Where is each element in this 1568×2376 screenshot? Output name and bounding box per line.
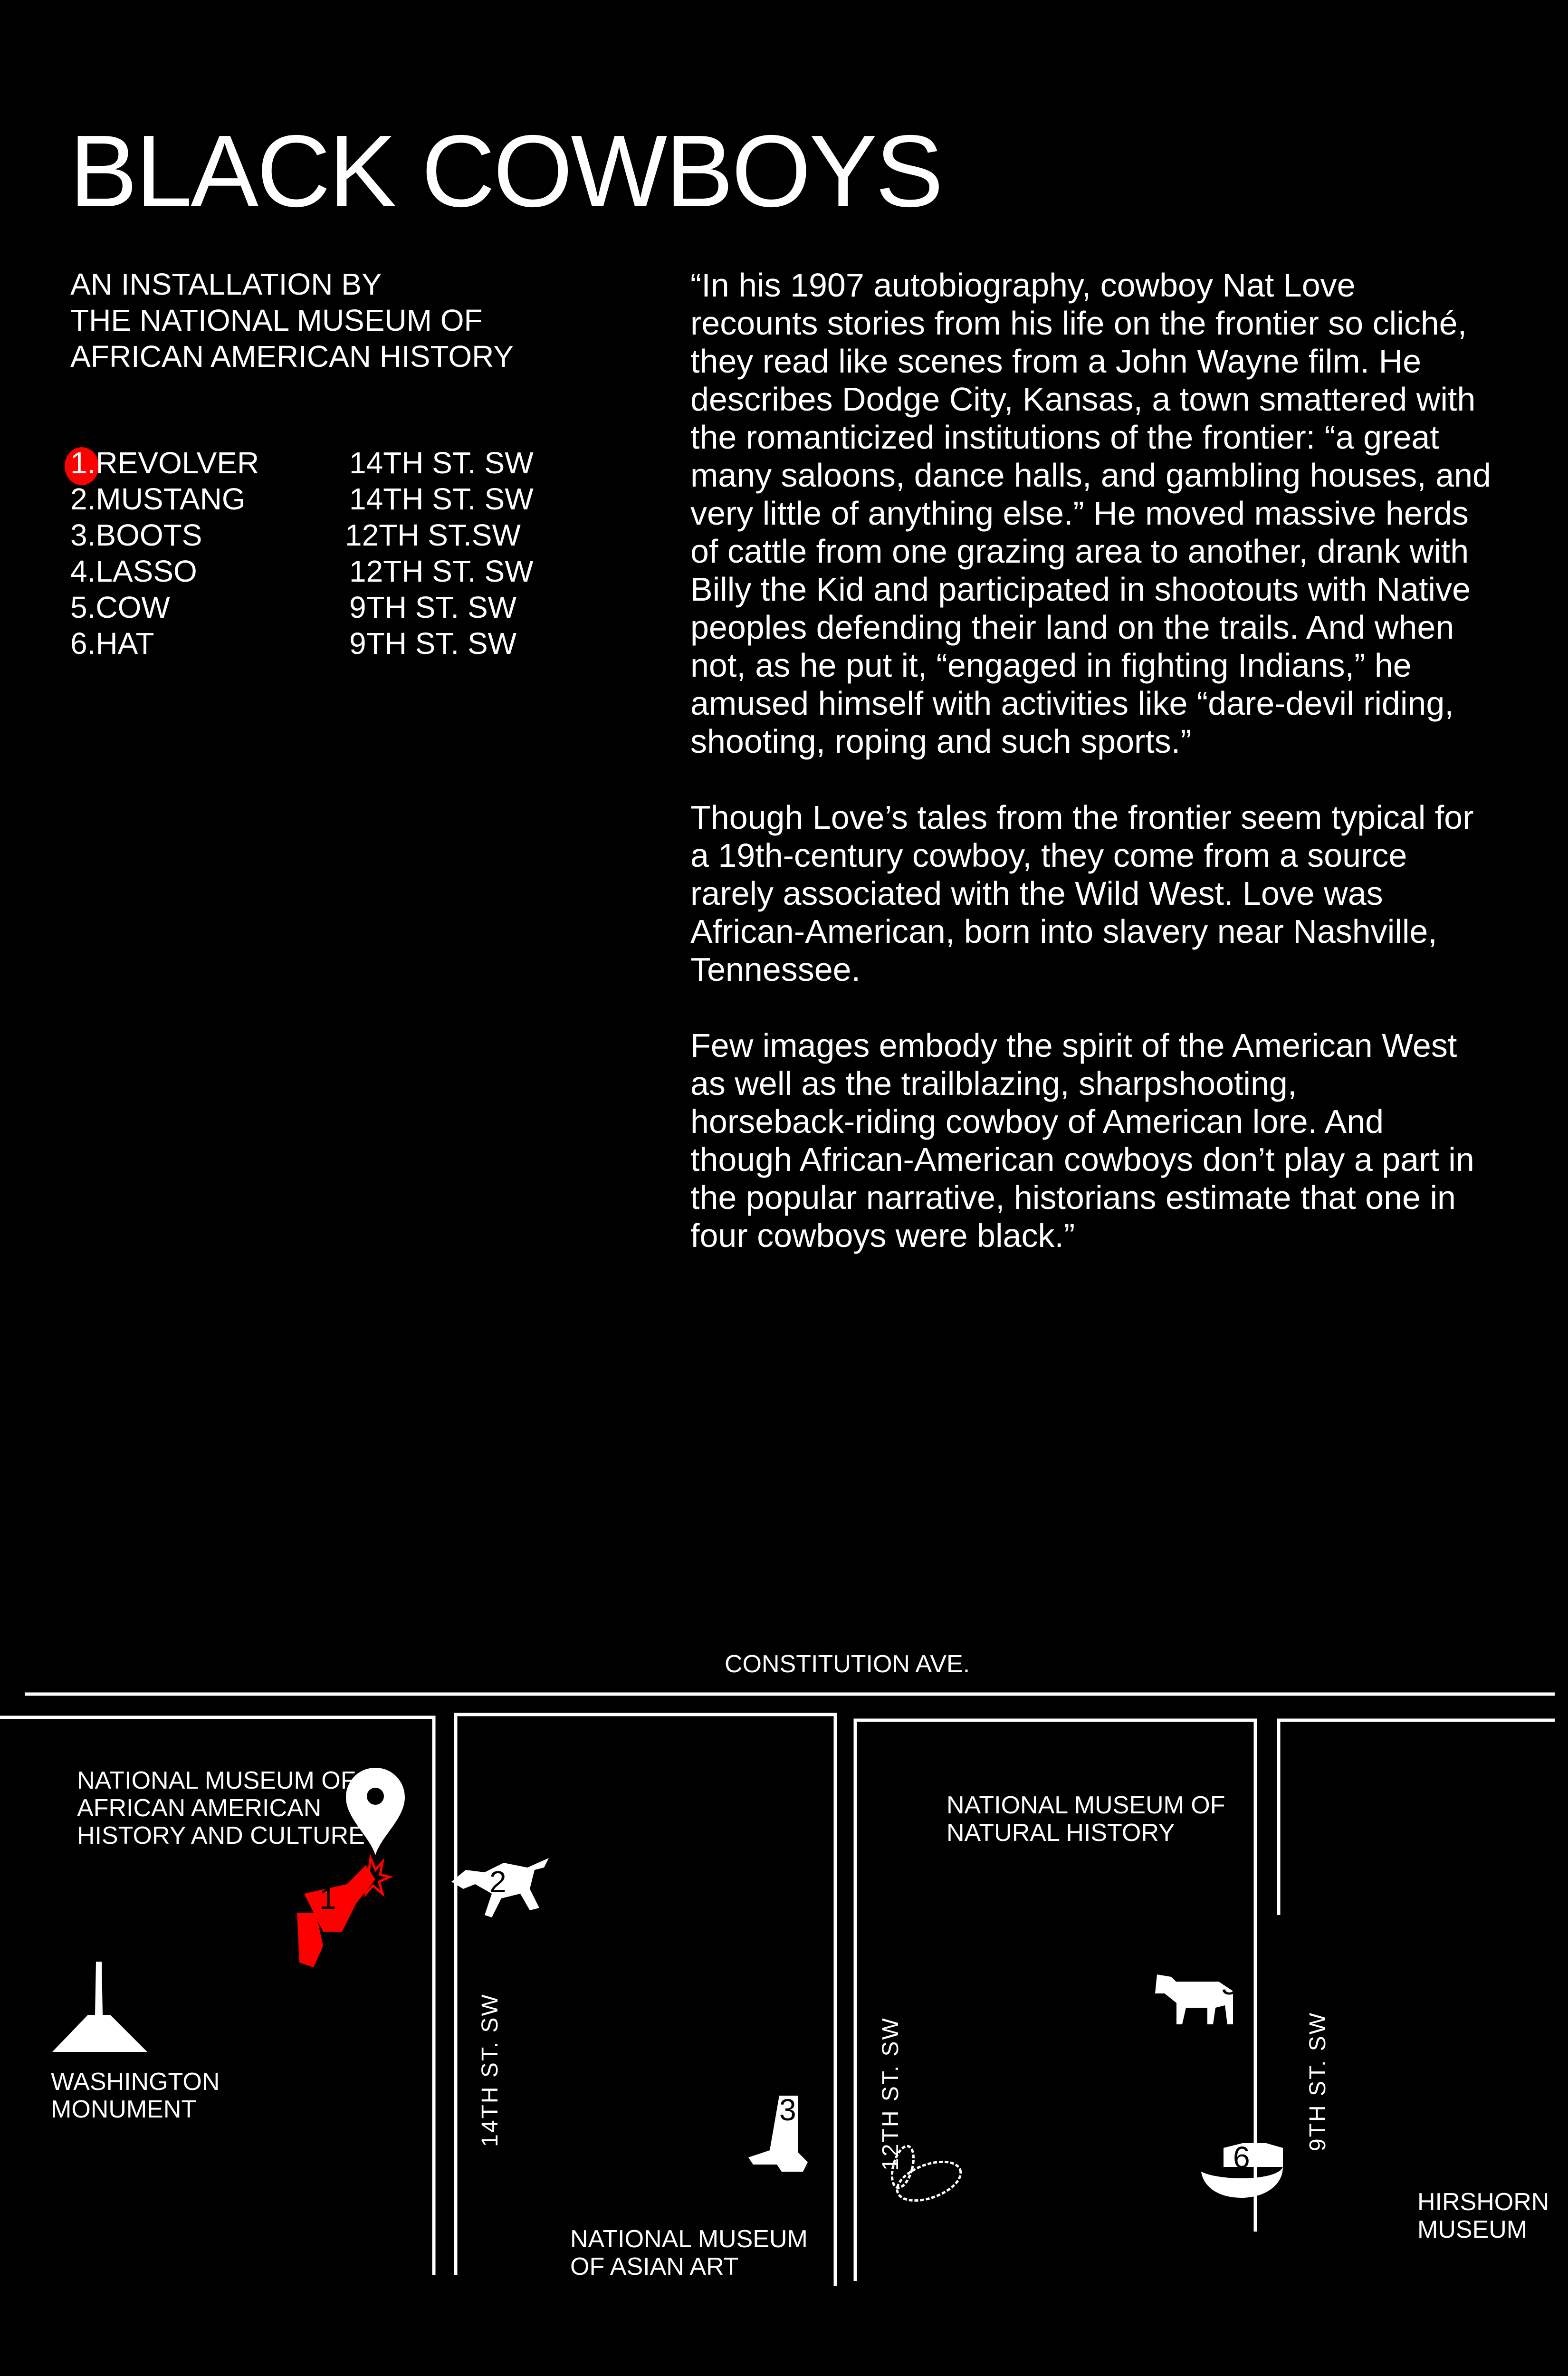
essay-line: describes Dodge City, Kansas, a town smattered with [690, 381, 1476, 418]
block-2 [456, 1715, 835, 2286]
boot-icon [748, 2096, 808, 2172]
essay-line: not, as he put it, “engaged in fighting Indians,” he [690, 647, 1412, 684]
washington-monument-label: WASHINGTON MONUMENT [51, 2068, 220, 2123]
artifact-name: LASSO [96, 554, 197, 588]
essay-line: a 19th-century cowboy, they come from a source [690, 837, 1407, 874]
hirshorn-label: HIRSHORN MUSEUM [1417, 2188, 1549, 2243]
natural-history-label: NATIONAL MUSEUM OF NATURAL HISTORY [947, 1792, 1225, 1847]
artifact-number: 1. [70, 446, 96, 480]
asian-art-label: NATIONAL MUSEUM OF ASIAN ART [570, 2225, 808, 2280]
essay-line: they read like scenes from a John Wayne film. He [690, 343, 1422, 380]
page-title: BLACK COWBOYS [69, 114, 942, 228]
artifact-number: 6. [70, 626, 96, 661]
artifact-number: 5. [70, 590, 96, 624]
street-14th-label: 14TH ST. SW [477, 1993, 503, 2147]
artifact-street: 9TH ST. SW [349, 590, 517, 624]
essay-line: Billy the Kid and participated in shootouts with Native [690, 571, 1471, 608]
essay-line: many saloons, dance halls, and gambling houses, and [690, 457, 1491, 494]
essay-line: Though Love’s tales from the frontier seem typical for [690, 799, 1474, 836]
essay-line: four cowboys were black.” [690, 1217, 1075, 1254]
marker-revolver[interactable]: 1 [319, 1881, 336, 1916]
marker-hat[interactable]: 6 [1233, 2140, 1250, 2175]
artifact-number: 4. [70, 554, 96, 588]
essay-line: Few images embody the spirit of the American West [690, 1027, 1457, 1064]
essay-line: as well as the trailblazing, sharpshooting, [690, 1065, 1297, 1102]
artifact-name: COW [96, 590, 170, 624]
revolver-icon [297, 1858, 390, 1967]
artifact-street: 14TH ST. SW [349, 482, 534, 516]
artifact-street: 12TH ST.SW [345, 518, 521, 552]
essay-line: the popular narrative, historians estimate that one in [690, 1179, 1456, 1216]
subtitle-line: THE NATIONAL MUSEUM OF [70, 303, 483, 337]
constitution-ave-label: CONSTITUTION AVE. [725, 1650, 970, 1678]
artifact-name: REVOLVER [96, 446, 259, 480]
essay-line: horseback-riding cowboy of American lore. And [690, 1103, 1384, 1140]
essay-line: peoples defending their land on the trails. And when [690, 609, 1454, 646]
artifact-street: 14TH ST. SW [349, 446, 534, 480]
essay-line: the romanticized institutions of the frontier: “a great [690, 419, 1439, 456]
artifact-name: HAT [96, 626, 154, 661]
essay-line: recounts stories from his life on the frontier so cliché, [690, 305, 1467, 342]
essay-line: shooting, roping and such sports.” [690, 723, 1192, 760]
artifact-number: 2. [70, 482, 96, 516]
marker-cow[interactable]: 5 [1221, 1967, 1238, 2001]
artifact-street: 9TH ST. SW [349, 626, 517, 661]
essay-line: very little of anything else.” He moved massive herds [690, 495, 1469, 532]
block-4 [1279, 1720, 1555, 1915]
street-12th-label: 12TH ST. SW [878, 2017, 903, 2171]
nmaahc-label: NATIONAL MUSEUM OF AFRICAN AMERICAN HISTORY AND CULTURE [77, 1767, 365, 1849]
essay-line: African-American, born into slavery near Nashville, [690, 913, 1437, 950]
subtitle-line: AFRICAN AMERICAN HISTORY [70, 339, 514, 374]
artifact-name: BOOTS [96, 518, 202, 552]
essay-line: amused himself with activities like “dare-devil riding, [690, 685, 1454, 722]
subtitle-line: AN INSTALLATION BY [70, 267, 382, 301]
essay-line: rarely associated with the Wild West. Love was [690, 875, 1383, 912]
marker-mustang[interactable]: 2 [489, 1865, 507, 1899]
essay-line: though African-American cowboys don’t play a part in [690, 1141, 1474, 1178]
marker-boots[interactable]: 3 [779, 2093, 796, 2127]
artifact-number: 3. [70, 518, 96, 552]
artifact-name: MUSTANG [96, 482, 246, 516]
essay-line: Tennessee. [690, 951, 861, 988]
artifact-street: 12TH ST. SW [349, 554, 534, 588]
essay-line: of cattle from one grazing area to another, drank with [690, 533, 1469, 570]
washington-monument-icon [52, 1962, 147, 2052]
essay-line: “In his 1907 autobiography, cowboy Nat Love [690, 267, 1356, 304]
street-9th-label: 9TH ST. SW [1305, 2011, 1331, 2152]
